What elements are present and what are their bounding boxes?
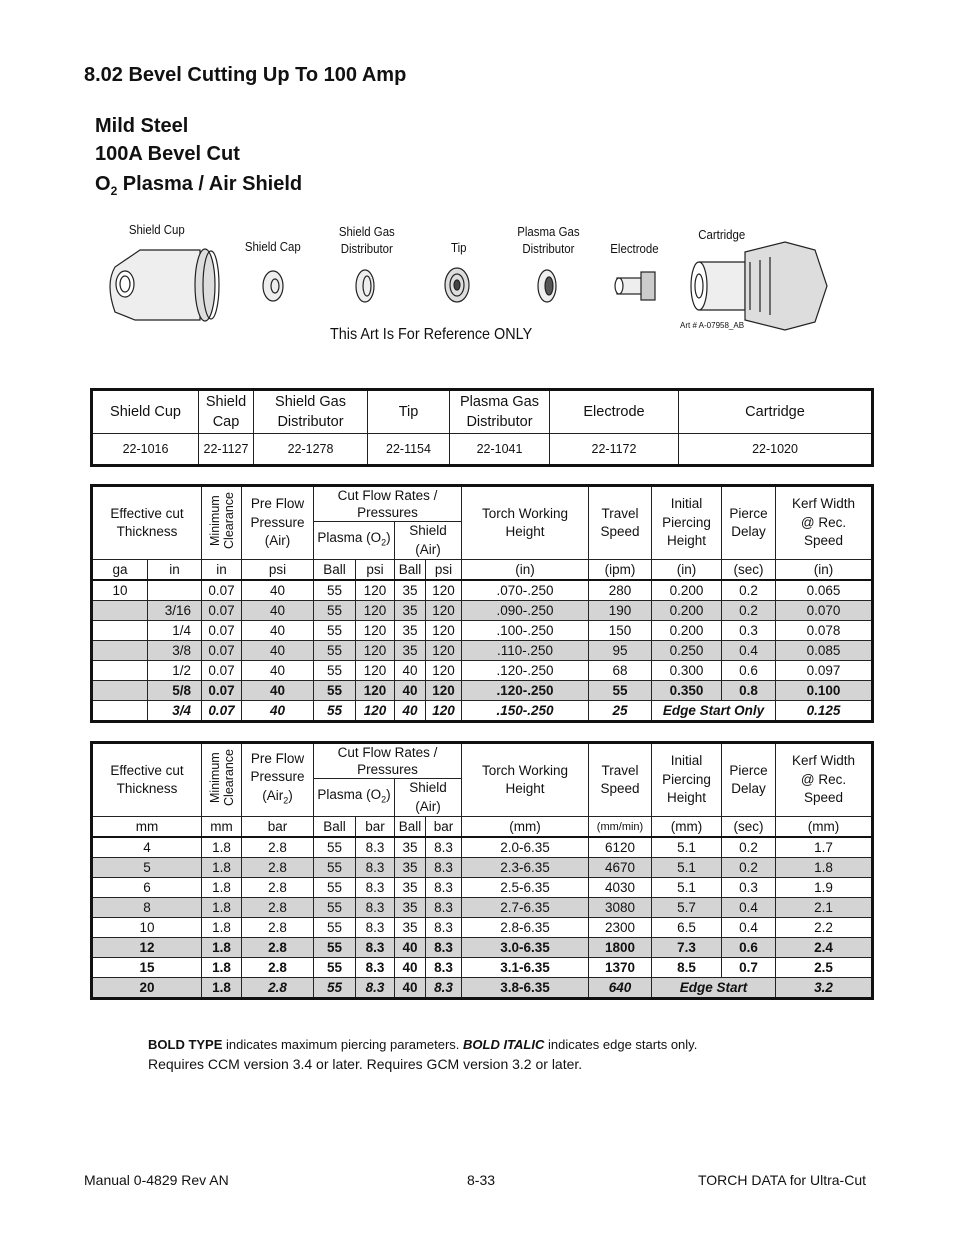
table-cell: 0.4	[722, 918, 776, 938]
footer-page-number: 8-33	[467, 1172, 496, 1188]
table-cell: 280	[589, 580, 652, 601]
table-cell: 0.4	[722, 898, 776, 918]
table-cell: 0.085	[776, 641, 873, 661]
table-cell: 55	[589, 681, 652, 701]
unit-cell: (mm)	[652, 817, 722, 838]
table-cell: 5/8	[148, 681, 202, 701]
table-cell: 35	[395, 641, 426, 661]
table-cell: 55	[314, 878, 356, 898]
tip-icon	[445, 268, 469, 302]
imperial-data-row	[92, 601, 873, 621]
table-cell: 40	[395, 978, 426, 999]
table-cell: 8.3	[356, 938, 395, 958]
table-cell: 35	[395, 918, 426, 938]
part-number: 22-1016	[92, 434, 199, 466]
table-cell: 8.3	[426, 878, 462, 898]
imperial-data-row	[92, 621, 873, 641]
header-kerf: Kerf Width @ Rec. Speed	[776, 486, 873, 560]
part-label-shield-gas-distributor: Shield Gas Distributor	[338, 224, 395, 256]
table-cell: 120	[426, 681, 462, 701]
table-cell: 55	[314, 681, 356, 701]
table-cell: 35	[395, 601, 426, 621]
header-pierce-height: Initial Piercing Height	[652, 486, 722, 560]
unit-cell: (sec)	[722, 560, 776, 581]
header-height: Torch Working Height	[462, 486, 589, 560]
table-cell: 1.8	[202, 858, 242, 878]
part-number: 22-1020	[679, 434, 873, 466]
table-cell: 0.2	[722, 837, 776, 858]
table-cell: 35	[395, 898, 426, 918]
table-cell: 15	[92, 958, 202, 978]
table-cell: 1.8	[202, 878, 242, 898]
unit-cell: (in)	[776, 560, 873, 581]
header-thickness: Effective cut Thickness	[92, 486, 202, 560]
table-cell: 40	[242, 621, 314, 641]
table-cell: 8.3	[426, 858, 462, 878]
unit-cell: (in)	[652, 560, 722, 581]
table-cell: 0.2	[722, 601, 776, 621]
table-cell: 2.8	[242, 858, 314, 878]
table-cell: 3.2	[776, 978, 873, 999]
requirements-note: Requires CCM version 3.4 or later. Requires GCM version 3.2 or later.	[148, 1056, 583, 1072]
imperial-data-row	[92, 641, 873, 661]
metric-data-row	[92, 958, 873, 978]
header-speed: Travel Speed	[589, 486, 652, 560]
table-cell: 120	[356, 701, 395, 722]
part-label-shield-cup: Shield Cup	[128, 222, 185, 237]
table-cell: 0.200	[652, 601, 722, 621]
imperial-data-row	[92, 701, 873, 722]
header-pierce-delay: Pierce Delay	[722, 486, 776, 560]
table-cell: 2.2	[776, 918, 873, 938]
heading-gas: $O_2$ Plasma / Air Shield	[95, 173, 303, 198]
table-cell: 0.07	[202, 701, 242, 722]
table-cell: 0.125	[776, 701, 873, 722]
table-cell	[148, 580, 202, 601]
unit-cell: (mm/min)	[589, 817, 652, 838]
table-cell: 55	[314, 958, 356, 978]
table-cell: 40	[395, 661, 426, 681]
header-plasma: Plasma $(O_2)$	[314, 522, 395, 560]
table-cell: 120	[426, 601, 462, 621]
parts-header-cell: Plasma Gas Distributor	[450, 390, 550, 434]
unit-cell: (ipm)	[589, 560, 652, 581]
table-cell: 5	[92, 858, 202, 878]
legend-note: BOLD TYPE indicates maximum piercing parameters. BOLD ITALIC indicates edge starts only.	[148, 1037, 698, 1052]
table-cell: 55	[314, 621, 356, 641]
table-cell: 8.3	[356, 918, 395, 938]
unit-cell: (in)	[462, 560, 589, 581]
table-cell: 640	[589, 978, 652, 999]
unit-cell: psi	[242, 560, 314, 581]
table-cell: 8.3	[426, 958, 462, 978]
metric-cut-table	[90, 741, 874, 1000]
table-cell: 55	[314, 938, 356, 958]
table-cell: 55	[314, 918, 356, 938]
metric-data-row	[92, 918, 873, 938]
unit-cell: (sec)	[722, 817, 776, 838]
part-number: 22-1154	[368, 434, 450, 466]
table-cell: 0.6	[722, 938, 776, 958]
table-cell: 0.200	[652, 580, 722, 601]
metric-data-row	[92, 898, 873, 918]
table-cell: 35	[395, 580, 426, 601]
parts-header-cell: Cartridge	[679, 390, 873, 434]
table-cell: 5.1	[652, 878, 722, 898]
header-clearance: Minimum Clearance	[202, 486, 242, 560]
part-number: 22-1127	[199, 434, 254, 466]
table-cell: 8.3	[426, 938, 462, 958]
header-height: Torch Working Height	[462, 743, 589, 817]
table-cell: 0.300	[652, 661, 722, 681]
shield-gas-distributor-icon	[356, 270, 374, 302]
table-cell: .150-.250	[462, 701, 589, 722]
table-cell: 1800	[589, 938, 652, 958]
imperial-cut-table	[90, 484, 874, 723]
table-cell: 190	[589, 601, 652, 621]
table-cell: 2.8	[242, 978, 314, 999]
part-label-shield-cap: Shield Cap	[244, 239, 301, 254]
table-cell: 120	[426, 580, 462, 601]
unit-cell: Ball	[395, 560, 426, 581]
reference-note: This Art Is For Reference ONLY	[330, 326, 533, 343]
header-preflow: Pre Flow Pressure (Air)	[242, 486, 314, 560]
table-cell: 2.3-6.35	[462, 858, 589, 878]
table-cell: 0.6	[722, 661, 776, 681]
part-label-cartridge: Cartridge	[698, 227, 746, 242]
unit-cell: (mm)	[462, 817, 589, 838]
header-plasma: Plasma $(O_2)$	[314, 779, 395, 817]
part-number: 22-1041	[450, 434, 550, 466]
table-cell: .100-.250	[462, 621, 589, 641]
metric-units-row	[92, 817, 873, 838]
unit-cell: Ball	[314, 560, 356, 581]
table-cell: 7.3	[652, 938, 722, 958]
header-clearance: Minimum Clearance	[202, 743, 242, 817]
table-cell: 1.8	[776, 858, 873, 878]
table-cell: 120	[356, 601, 395, 621]
table-cell: 3.8-6.35	[462, 978, 589, 999]
table-cell: 40	[242, 681, 314, 701]
metric-header-row-1	[92, 743, 873, 779]
table-cell: 8.3	[426, 837, 462, 858]
table-cell: 2.7-6.35	[462, 898, 589, 918]
table-cell: 1/4	[148, 621, 202, 641]
table-cell: 0.07	[202, 580, 242, 601]
table-cell: 2.5	[776, 958, 873, 978]
metric-data-row	[92, 978, 873, 999]
table-cell: 55	[314, 837, 356, 858]
header-speed: Travel Speed	[589, 743, 652, 817]
table-cell: 35	[395, 858, 426, 878]
table-cell: 0.07	[202, 641, 242, 661]
unit-cell: psi	[356, 560, 395, 581]
heading-process: 100A Bevel Cut	[95, 143, 240, 165]
table-cell: 0.070	[776, 601, 873, 621]
unit-cell: bar	[426, 817, 462, 838]
unit-cell: psi	[426, 560, 462, 581]
table-cell: 25	[589, 701, 652, 722]
table-cell: 40	[242, 661, 314, 681]
table-cell: 0.07	[202, 621, 242, 641]
table-cell: 8.3	[356, 878, 395, 898]
table-cell: 2.1	[776, 898, 873, 918]
table-cell	[92, 701, 148, 722]
unit-cell: Ball	[395, 817, 426, 838]
table-cell: 40	[242, 601, 314, 621]
footer-section: TORCH DATA for Ultra-Cut	[697, 1172, 866, 1188]
table-cell: 0.4	[722, 641, 776, 661]
table-cell: 2.8	[242, 918, 314, 938]
table-cell: 68	[589, 661, 652, 681]
table-cell: 55	[314, 701, 356, 722]
table-cell: 120	[426, 621, 462, 641]
part-label-plasma-gas-distributor: Plasma Gas Distributor	[517, 224, 580, 256]
table-cell: 40	[242, 701, 314, 722]
header-pierce-height: Initial Piercing Height	[652, 743, 722, 817]
table-cell: 2.8	[242, 837, 314, 858]
parts-table	[90, 388, 874, 467]
table-cell: 0.2	[722, 858, 776, 878]
table-cell: 5.7	[652, 898, 722, 918]
table-cell	[92, 601, 148, 621]
table-cell: 8.3	[426, 978, 462, 999]
header-kerf: Kerf Width @ Rec. Speed	[776, 743, 873, 817]
table-cell: 5.1	[652, 858, 722, 878]
header-pierce-delay: Pierce Delay	[722, 743, 776, 817]
table-cell: 8.3	[356, 978, 395, 999]
table-cell: 6.5	[652, 918, 722, 938]
table-cell: 40	[242, 580, 314, 601]
table-cell: 3.1-6.35	[462, 958, 589, 978]
table-cell	[92, 661, 148, 681]
table-cell: 1.8	[202, 938, 242, 958]
table-cell: 55	[314, 978, 356, 999]
header-preflow: Pre Flow Pressure (Air$_2$)	[242, 743, 314, 817]
header-cutflow: Cut Flow Rates / Pressures	[314, 486, 462, 522]
part-number: 22-1172	[550, 434, 679, 466]
table-cell: 1370	[589, 958, 652, 978]
table-cell: 120	[426, 661, 462, 681]
table-cell: 55	[314, 601, 356, 621]
table-cell: 40	[395, 938, 426, 958]
table-cell: 120	[356, 621, 395, 641]
table-cell: 4030	[589, 878, 652, 898]
part-label-tip: Tip	[451, 240, 467, 255]
table-cell: 0.200	[652, 621, 722, 641]
table-cell: 2.5-6.35	[462, 878, 589, 898]
table-cell: 3/8	[148, 641, 202, 661]
table-cell: 1/2	[148, 661, 202, 681]
table-cell: 6120	[589, 837, 652, 858]
table-cell: 55	[314, 641, 356, 661]
metric-data-row	[92, 938, 873, 958]
electrode-icon	[615, 272, 655, 300]
metric-data-row	[92, 878, 873, 898]
table-cell: 4670	[589, 858, 652, 878]
table-cell: 120	[426, 701, 462, 722]
table-cell: 2.8	[242, 938, 314, 958]
table-cell: 55	[314, 898, 356, 918]
table-cell: 6	[92, 878, 202, 898]
table-cell: 0.7	[722, 958, 776, 978]
metric-data-row	[92, 837, 873, 858]
part-number: 22-1278	[254, 434, 368, 466]
parts-header-row	[92, 390, 873, 434]
unit-cell: in	[148, 560, 202, 581]
table-cell: 2.4	[776, 938, 873, 958]
plasma-gas-distributor-icon	[538, 270, 556, 302]
header-shield: Shield (Air)	[395, 522, 462, 560]
unit-cell: bar	[356, 817, 395, 838]
table-cell: 5.1	[652, 837, 722, 858]
table-cell	[92, 681, 148, 701]
imperial-data-row	[92, 681, 873, 701]
table-cell: 20	[92, 978, 202, 999]
parts-number-row	[92, 434, 873, 466]
table-cell: .090-.250	[462, 601, 589, 621]
table-cell: 8.3	[426, 918, 462, 938]
table-cell: 8	[92, 898, 202, 918]
table-cell	[92, 641, 148, 661]
table-cell: 120	[356, 681, 395, 701]
table-cell: 40	[242, 641, 314, 661]
table-cell: 10	[92, 918, 202, 938]
metric-data-row	[92, 858, 873, 878]
header-cutflow: Cut Flow Rates / Pressures	[314, 743, 462, 779]
table-cell: .110-.250	[462, 641, 589, 661]
parts-header-cell: Electrode	[550, 390, 679, 434]
table-cell: 2.8-6.35	[462, 918, 589, 938]
unit-cell: ga	[92, 560, 148, 581]
table-cell: 0.3	[722, 878, 776, 898]
table-cell: 10	[92, 580, 148, 601]
table-cell: 1.9	[776, 878, 873, 898]
cartridge-icon	[691, 242, 827, 330]
table-cell: 0.8	[722, 681, 776, 701]
unit-cell: mm	[202, 817, 242, 838]
table-cell: 55	[314, 661, 356, 681]
imperial-header-row-1	[92, 486, 873, 522]
table-cell: 8.3	[356, 858, 395, 878]
table-cell: 3/4	[148, 701, 202, 722]
shield-cap-icon	[263, 271, 283, 301]
table-cell: 0.100	[776, 681, 873, 701]
section-title: 8.02 Bevel Cutting Up To 100 Amp	[84, 64, 407, 86]
shield-cup-icon	[110, 249, 219, 321]
table-cell: 4	[92, 837, 202, 858]
imperial-units-row	[92, 560, 873, 581]
table-cell: 1.8	[202, 978, 242, 999]
table-cell: 8.3	[426, 898, 462, 918]
table-cell: 2.8	[242, 958, 314, 978]
table-cell: 3/16	[148, 601, 202, 621]
table-cell: 8.3	[356, 958, 395, 978]
unit-cell: in	[202, 560, 242, 581]
table-cell: 3080	[589, 898, 652, 918]
table-cell: 0.350	[652, 681, 722, 701]
table-cell: 0.07	[202, 661, 242, 681]
art-number: Art # A-07958_AB	[680, 321, 745, 330]
table-cell: 35	[395, 621, 426, 641]
table-cell: 0.250	[652, 641, 722, 661]
table-cell: 55	[314, 858, 356, 878]
table-cell: 12	[92, 938, 202, 958]
table-cell: .120-.250	[462, 661, 589, 681]
table-cell: 0.065	[776, 580, 873, 601]
parts-header-cell: Shield Cup	[92, 390, 199, 434]
table-cell: 2.8	[242, 898, 314, 918]
table-cell: 1.8	[202, 918, 242, 938]
table-cell: 40	[395, 701, 426, 722]
unit-cell: mm	[92, 817, 202, 838]
table-cell: 8.3	[356, 837, 395, 858]
header-thickness: Effective cut Thickness	[92, 743, 202, 817]
table-cell: 150	[589, 621, 652, 641]
table-cell: Edge Start	[652, 978, 776, 999]
table-cell: 40	[395, 958, 426, 978]
table-cell: 40	[395, 681, 426, 701]
table-cell	[92, 621, 148, 641]
table-cell: Edge Start Only	[652, 701, 776, 722]
table-cell: 120	[426, 641, 462, 661]
table-cell: 35	[395, 837, 426, 858]
table-cell: 8.5	[652, 958, 722, 978]
table-cell: 0.3	[722, 621, 776, 641]
table-cell: 0.2	[722, 580, 776, 601]
header-shield: Shield (Air)	[395, 779, 462, 817]
table-cell: 3.0-6.35	[462, 938, 589, 958]
unit-cell: bar	[242, 817, 314, 838]
table-cell: 120	[356, 641, 395, 661]
footer-manual: Manual 0-4829 Rev AN	[84, 1172, 229, 1188]
table-cell: 1.8	[202, 837, 242, 858]
table-cell: .070-.250	[462, 580, 589, 601]
parts-header-cell: Shield Gas Distributor	[254, 390, 368, 434]
table-cell: 1.7	[776, 837, 873, 858]
table-cell: 1.8	[202, 898, 242, 918]
table-cell: 120	[356, 580, 395, 601]
unit-cell: (mm)	[776, 817, 873, 838]
table-cell: 2.0-6.35	[462, 837, 589, 858]
unit-cell: Ball	[314, 817, 356, 838]
table-cell: 2.8	[242, 878, 314, 898]
table-cell: .120-.250	[462, 681, 589, 701]
table-cell: 55	[314, 580, 356, 601]
table-cell: 120	[356, 661, 395, 681]
heading-material: Mild Steel	[95, 115, 189, 137]
imperial-data-row	[92, 661, 873, 681]
table-cell: 2300	[589, 918, 652, 938]
part-label-electrode: Electrode	[610, 241, 659, 256]
table-cell: 0.07	[202, 681, 242, 701]
imperial-data-row	[92, 580, 873, 601]
table-cell: 8.3	[356, 898, 395, 918]
table-cell: 0.097	[776, 661, 873, 681]
table-cell: 0.07	[202, 601, 242, 621]
table-cell: 95	[589, 641, 652, 661]
table-cell: 0.078	[776, 621, 873, 641]
parts-header-cell: Shield Cap	[199, 390, 254, 434]
table-cell: 1.8	[202, 958, 242, 978]
parts-header-cell: Tip	[368, 390, 450, 434]
table-cell: 35	[395, 878, 426, 898]
